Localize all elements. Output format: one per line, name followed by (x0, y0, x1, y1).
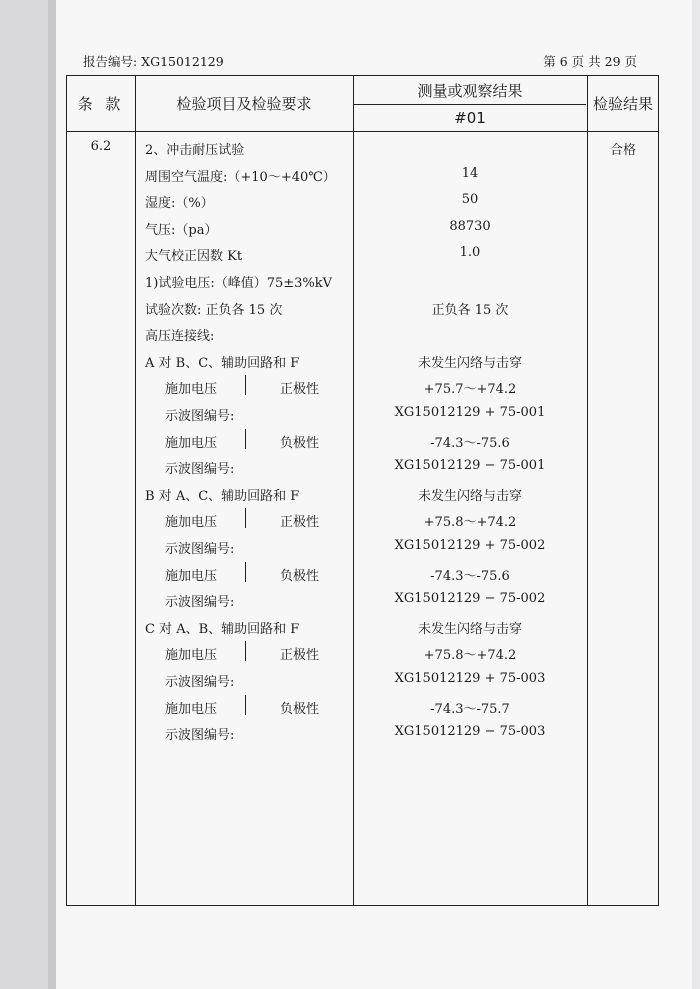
item-text: 1)试验电压:（峰值）75±3%kV (145, 276, 333, 291)
item-text: 施加电压 (165, 701, 218, 717)
item-text: 湿度:（%） (145, 196, 214, 212)
inspection-table (66, 75, 659, 906)
result-value: 正负各 15 次 (431, 302, 509, 318)
item-text: 试验次数: 正负各 15 次 (145, 302, 283, 318)
result-value: 未发生闪络与击穿 (417, 355, 522, 371)
result-value: XG15012129 + 75-002 (394, 538, 546, 553)
polarity-text: 负极性 (280, 435, 320, 451)
col-divider (587, 76, 588, 905)
result-value: XG15012129 − 75-002 (394, 591, 546, 607)
report-number: 报告编号: XG15012129 (83, 54, 224, 69)
item-text: 示波图编号: (165, 728, 235, 744)
item-text: 大气校正因数 Kt (145, 249, 243, 265)
result-value: XG15012129 + 75-003 (394, 671, 546, 686)
item-text: 示波图编号: (165, 462, 235, 478)
item-text: 示波图编号: (165, 542, 235, 557)
polarity-text: 正极性 (280, 648, 320, 664)
result-value: 88730 (449, 218, 491, 234)
header-clause: 条 款 (77, 95, 125, 113)
header-bottom-line (67, 131, 658, 132)
clause-number: 6.2 (90, 139, 112, 154)
result-value: -74.3～-75.6 (430, 568, 510, 584)
result-value: 未发生闪络与击穿 (417, 488, 522, 504)
result-value: XG15012129 − 75-003 (394, 724, 546, 740)
result-value: +75.8～+74.2 (423, 515, 517, 531)
item-text: 施加电压 (165, 382, 218, 398)
item-text: A 对 B、C、辅助回路和 F (145, 355, 300, 371)
item-text: B 对 A、C、辅助回路和 F (145, 488, 300, 504)
scan-edge (0, 0, 48, 989)
header-verdict: 检验结果 (592, 95, 653, 113)
item-text: 2、冲击耐压试验 (145, 143, 245, 158)
result-value: -74.3～-75.6 (430, 435, 510, 451)
item-text: 施加电压 (165, 515, 218, 531)
result-value: 50 (461, 192, 479, 208)
page-header (83, 52, 637, 72)
verdict: 合格 (609, 143, 636, 158)
result-value: -74.3～-75.7 (430, 701, 510, 717)
polarity-text: 负极性 (280, 701, 320, 717)
polarity-divider (245, 641, 246, 661)
polarity-divider (245, 508, 246, 528)
result-value: +75.8～+74.2 (423, 648, 517, 664)
result-value: XG15012129 − 75-001 (394, 458, 546, 474)
polarity-divider (245, 695, 246, 715)
item-text: 示波图编号: (165, 675, 235, 690)
result-value: 1.0 (459, 245, 481, 261)
result-value: 未发生闪络与击穿 (417, 621, 522, 637)
result-value: 14 (461, 165, 479, 181)
polarity-divider (245, 429, 246, 449)
item-text: 施加电压 (165, 435, 218, 451)
item-text: 示波图编号: (165, 409, 235, 424)
polarity-divider (245, 375, 246, 395)
item-text: 气压:（pa） (145, 222, 218, 238)
header-sub-line (353, 104, 586, 105)
item-text: 示波图编号: (165, 595, 235, 611)
item-text: 施加电压 (165, 568, 218, 584)
result-value: +75.7～+74.2 (423, 382, 517, 398)
polarity-text: 正极性 (280, 515, 320, 531)
header-item: 检验项目及检验要求 (176, 95, 312, 113)
polarity-text: 正极性 (280, 382, 320, 398)
item-text: 高压连接线: (145, 329, 215, 345)
item-text: 周围空气温度:（+10～+40℃） (145, 169, 336, 185)
item-text: C 对 A、B、辅助回路和 F (145, 621, 300, 637)
item-text: 施加电压 (165, 648, 218, 664)
polarity-text: 负极性 (280, 568, 320, 584)
col-divider (135, 76, 136, 905)
page-info: 第 6 页 共 29 页 (543, 54, 637, 69)
polarity-divider (245, 562, 246, 582)
header-result-title: 测量或观察结果 (417, 82, 523, 100)
result-value: XG15012129 + 75-001 (394, 405, 546, 420)
header-result-sub: #01 (454, 109, 486, 127)
